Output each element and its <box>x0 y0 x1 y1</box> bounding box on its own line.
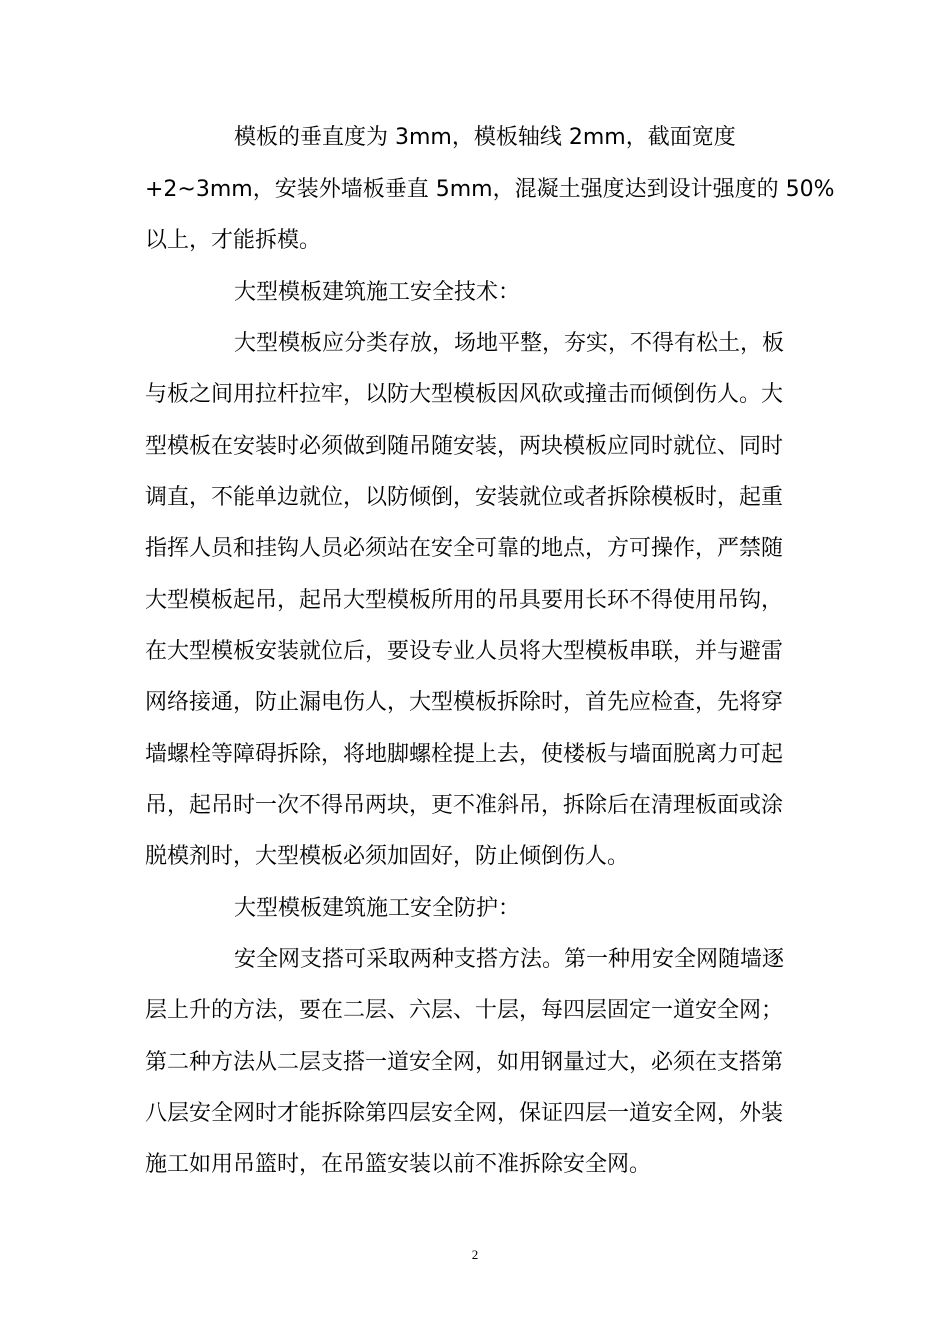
text-line: 模板的垂直度为 3mm，模板轴线 2mm，截面宽度 <box>234 125 736 150</box>
text-line: 网络接通，防止漏电伤人，大型模板拆除时，首先应检查，先将穿 <box>145 690 784 715</box>
text-line: 大型模板起吊，起吊大型模板所用的吊具要用长环不得使用吊钩， <box>145 588 784 613</box>
text-line: 调直，不能单边就位，以防倾倒，安装就位或者拆除模板时，起重 <box>145 485 784 510</box>
text-line: 以上，才能拆模。 <box>145 228 322 253</box>
text-line: 第二种方法从二层支搭一道安全网，如用钢量过大，必须在支搭第 <box>145 1050 784 1075</box>
text-line: 安全网支搭可采取两种支搭方法。第一种用安全网随墙逐 <box>234 947 785 972</box>
text-line: 层上升的方法，要在二层、六层、十层，每四层固定一道安全网； <box>145 998 784 1023</box>
text-line: 吊，起吊时一次不得吊两块，更不准斜吊，拆除后在清理板面或涂 <box>145 793 784 818</box>
text-line: 型模板在安装时必须做到随吊随安装，两块模板应同时就位、同时 <box>145 434 784 459</box>
text-line: 八层安全网时才能拆除第四层安全网，保证四层一道安全网，外装 <box>145 1101 784 1126</box>
text-line: 在大型模板安装就位后，要设专业人员将大型模板串联，并与避雷 <box>145 639 784 664</box>
text-line: 与板之间用拉杆拉牢，以防大型模板因风砍或撞击而倾倒伤人。大 <box>145 382 784 407</box>
text-line: 指挥人员和挂钩人员必须站在安全可靠的地点，方可操作，严禁随 <box>145 536 784 561</box>
text-line: 大型模板应分类存放，场地平整，夯实，不得有松土，板 <box>234 331 785 356</box>
text-line: 施工如用吊篮时，在吊篮安装以前不准拆除安全网。 <box>145 1152 652 1177</box>
text-line: 脱模剂时，大型模板必须加固好，防止倾倒伤人。 <box>145 844 630 869</box>
text-line: 墙螺栓等障碍拆除，将地脚螺栓提上去，使楼板与墙面脱离力可起 <box>145 742 784 767</box>
text-line: +2~3mm，安装外墙板垂直 5mm，混凝土强度达到设计强度的 50% <box>145 177 835 202</box>
page-number: 2 <box>471 1247 479 1262</box>
section-heading: 大型模板建筑施工安全防护： <box>234 896 521 921</box>
section-heading: 大型模板建筑施工安全技术： <box>234 280 521 305</box>
